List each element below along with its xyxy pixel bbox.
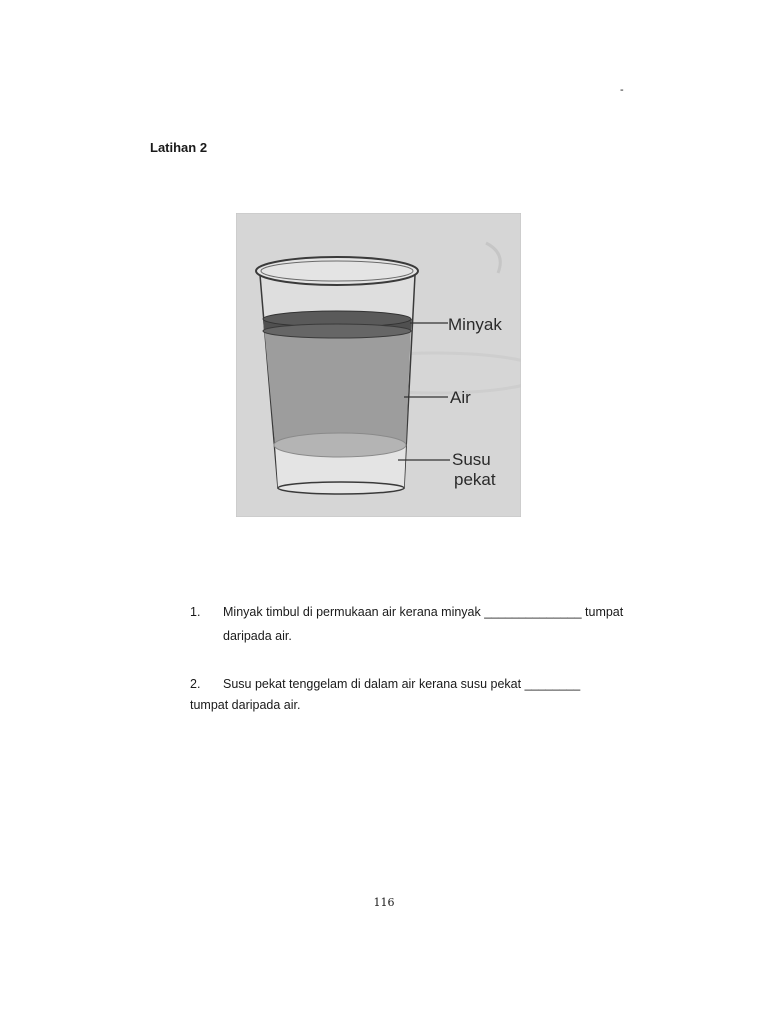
- question-number: 1.: [190, 605, 201, 619]
- label-milk-line1: Susu: [452, 450, 491, 469]
- question-text: Susu pekat tenggelam di dalam air kerana susu pekat ________: [223, 677, 581, 691]
- cup-figure: [236, 213, 521, 517]
- corner-mark: -: [620, 84, 624, 96]
- label-oil: Minyak: [448, 315, 502, 334]
- question-text-continued: tumpat daripada air.: [190, 698, 301, 712]
- question-number: 2.: [190, 677, 201, 691]
- label-milk-line2: pekat: [454, 470, 496, 489]
- question-text: Minyak timbul di permukaan air kerana minyak ______________ tumpat: [223, 605, 624, 619]
- exercise-title: Latihan 2: [150, 140, 208, 155]
- cup-diagram: [236, 213, 521, 517]
- page-number: 116: [373, 896, 395, 909]
- question-text-continued: daripada air.: [223, 629, 292, 643]
- label-water: Air: [450, 388, 471, 407]
- milk-surface: [274, 433, 406, 457]
- water-layer: [264, 326, 411, 445]
